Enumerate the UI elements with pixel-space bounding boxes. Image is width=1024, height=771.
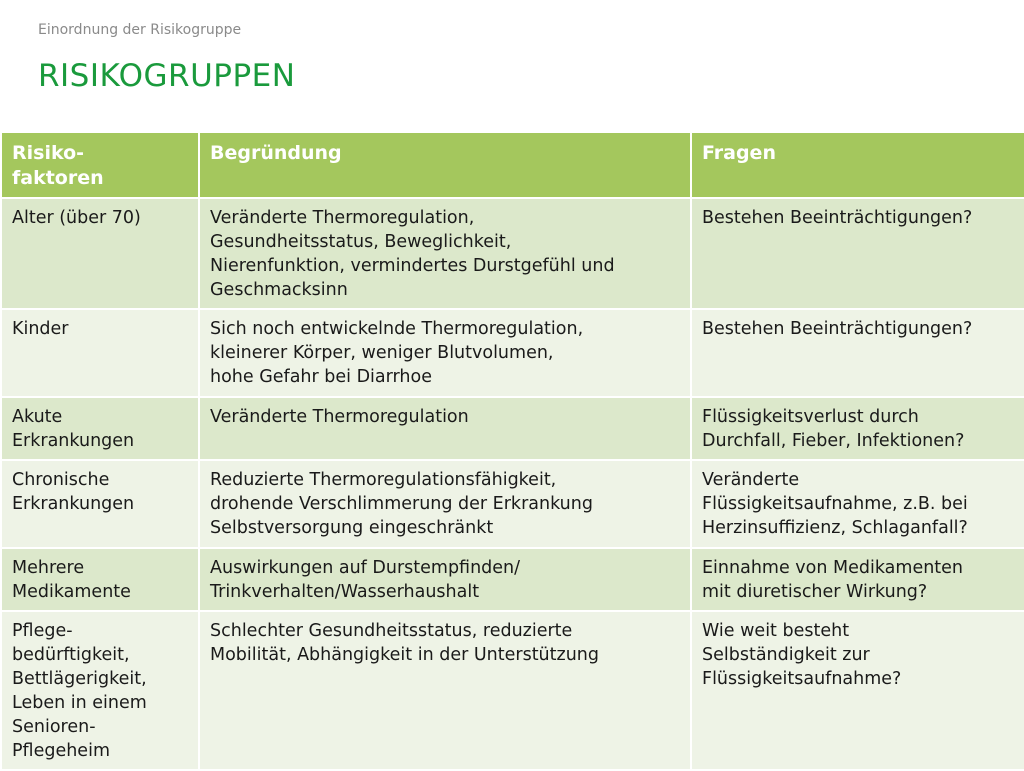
table-row [1, 397, 1024, 460]
risk-table [0, 131, 1024, 771]
table-header-row [1, 132, 1024, 198]
cell-reason: Schlechter Gesundheitsstatus, reduzierte Mobilität, Abhängigkeit in der Unterstützung [199, 611, 691, 770]
cell-question: Bestehen Beeinträchtigungen? [691, 198, 1024, 309]
header-risikofaktoren: Risiko- faktoren [1, 132, 199, 198]
cell-question: Einnahme von Medikamenten mit diuretischer Wirkung? [691, 548, 1024, 611]
cell-reason: Reduzierte Thermoregulationsfähigkeit, drohende Verschlimmerung der Erkrankung Selbstversorgung eingeschränkt [199, 460, 691, 548]
cell-question: Veränderte Flüssigkeitsaufnahme, z.B. bei Herzinsuffizienz, Schlaganfall? [691, 460, 1024, 548]
table-row [1, 198, 1024, 309]
cell-risk-factor: Akute Erkrankungen [1, 397, 199, 460]
header-begruendung: Begründung [199, 132, 691, 198]
table-row [1, 460, 1024, 548]
breadcrumb: Einordnung der Risikogruppe [38, 22, 242, 38]
header-fragen: Fragen [691, 132, 1024, 198]
cell-risk-factor: Alter (über 70) [1, 198, 199, 309]
table-row [1, 611, 1024, 770]
cell-question: Bestehen Beeinträchtigungen? [691, 309, 1024, 397]
cell-risk-factor: Mehrere Medikamente [1, 548, 199, 611]
cell-reason: Sich noch entwickelnde Thermoregulation, kleinerer Körper, weniger Blutvolumen, hohe Gefahr bei Diarrhoe [199, 309, 691, 397]
cell-question: Flüssigkeitsverlust durch Durchfall, Fieber, Infektionen? [691, 397, 1024, 460]
cell-question: Wie weit besteht Selbständigkeit zur Flüssigkeitsaufnahme? [691, 611, 1024, 770]
cell-reason: Veränderte Thermoregulation [199, 397, 691, 460]
page-title: RISIKOGRUPPEN [38, 58, 296, 94]
cell-reason: Auswirkungen auf Durstempfinden/ Trinkverhalten/Wasserhaushalt [199, 548, 691, 611]
cell-risk-factor: Pflege- bedürftigkeit, Bettlägerigkeit, Leben in einem Senioren- Pflegeheim [1, 611, 199, 770]
table-row [1, 309, 1024, 397]
table-row [1, 548, 1024, 611]
cell-risk-factor: Chronische Erkrankungen [1, 460, 199, 548]
cell-risk-factor: Kinder [1, 309, 199, 397]
cell-reason: Veränderte Thermoregulation, Gesundheitsstatus, Beweglichkeit, Nierenfunktion, vermindertes Durstgefühl und Geschmacksinn [199, 198, 691, 309]
